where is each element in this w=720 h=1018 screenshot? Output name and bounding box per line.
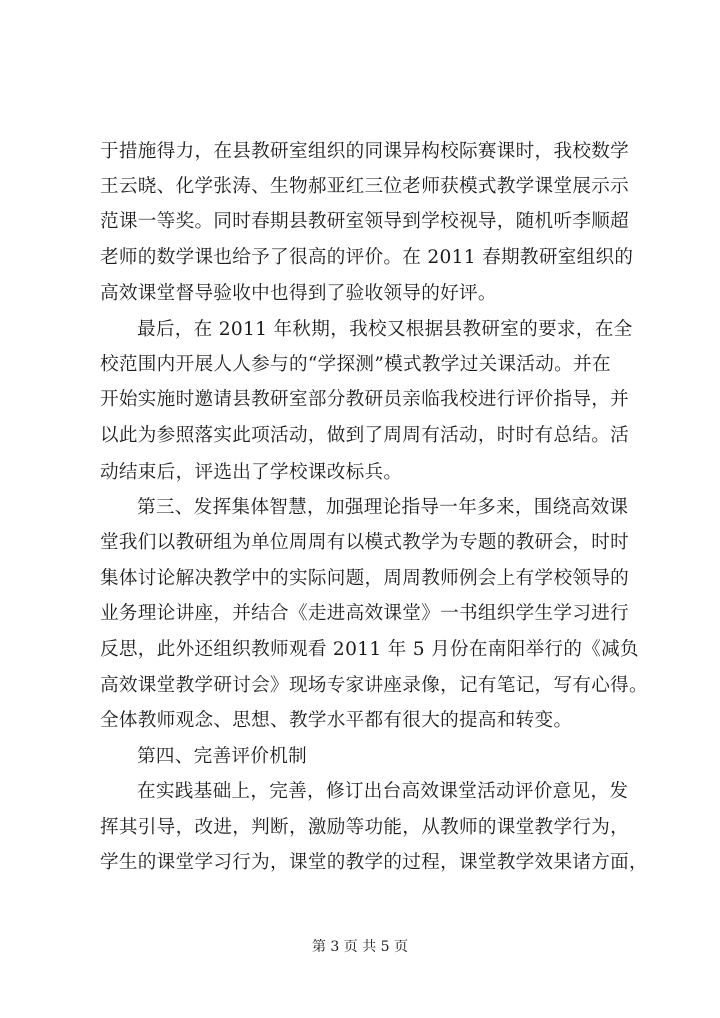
text-line: 以此为参照落实此项活动，做到了周周有活动，时时有总结。活: [100, 425, 630, 446]
paragraph-first-line: 最后，在 2011 年秋期，我校又根据县教研室的要求，在全: [137, 319, 633, 340]
text-line: 王云晓、化学张涛、生物郝亚红三位老师获模式教学课堂展示示: [100, 176, 630, 197]
paragraph-first-line: 第三、发挥集体智慧，加强理论指导一年多来，围绕高效课: [137, 497, 629, 518]
text-line: 集体讨论解决教学中的实际问题，周周教师例会上有学校领导的: [100, 568, 630, 589]
text-line: 校范围内开展人人参与的“学探测”模式教学过关课活动。并在: [100, 354, 611, 375]
text-line: 动结束后，评选出了学校课改标兵。: [100, 462, 403, 483]
text-line: 于措施得力，在县教研室组织的同课异构校际赛课时，我校数学: [100, 141, 630, 162]
text-line: 老师的数学课也给予了很高的评价。在 2011 春期教研室组织的: [100, 247, 634, 268]
text-line: 挥其引导，改进，判断，激励等功能，从教师的课堂教学行为，: [100, 817, 630, 838]
text-line: 业务理论讲座，并结合《走进高效课堂》一书组织学生学习进行: [100, 603, 630, 624]
text-line: 反思，此外还组织教师观看 2011 年 5 月份在南阳举行的《减负: [100, 639, 639, 660]
section-heading: 第四、完善评价机制: [137, 746, 308, 767]
text-line: 堂我们以教研组为单位周周有以模式教学为专题的教研会，时时: [100, 532, 630, 553]
text-line: 开始实施时邀请县教研室部分教研员亲临我校进行评价指导，并: [100, 389, 630, 410]
text-line: 高效课堂督导验收中也得到了验收领导的好评。: [100, 283, 497, 304]
text-line: 全体教师观念、思想、教学水平都有很大的提高和转变。: [100, 710, 573, 731]
text-line: 学生的课堂学习行为，课堂的教学的过程，课堂教学效果诸方面，: [100, 852, 648, 873]
page-number: 第 3 页 共 5 页: [311, 939, 409, 955]
text-line: 范课一等奖。同时春期县教研室领导到学校视导，随机听李顺超: [100, 211, 630, 232]
paragraph-first-line: 在实践基础上，完善，修订出台高效课堂活动评价意见，发: [137, 781, 629, 802]
text-line: 高效课堂教学研讨会》现场专家讲座录像，记有笔记，写有心得。: [100, 675, 648, 696]
